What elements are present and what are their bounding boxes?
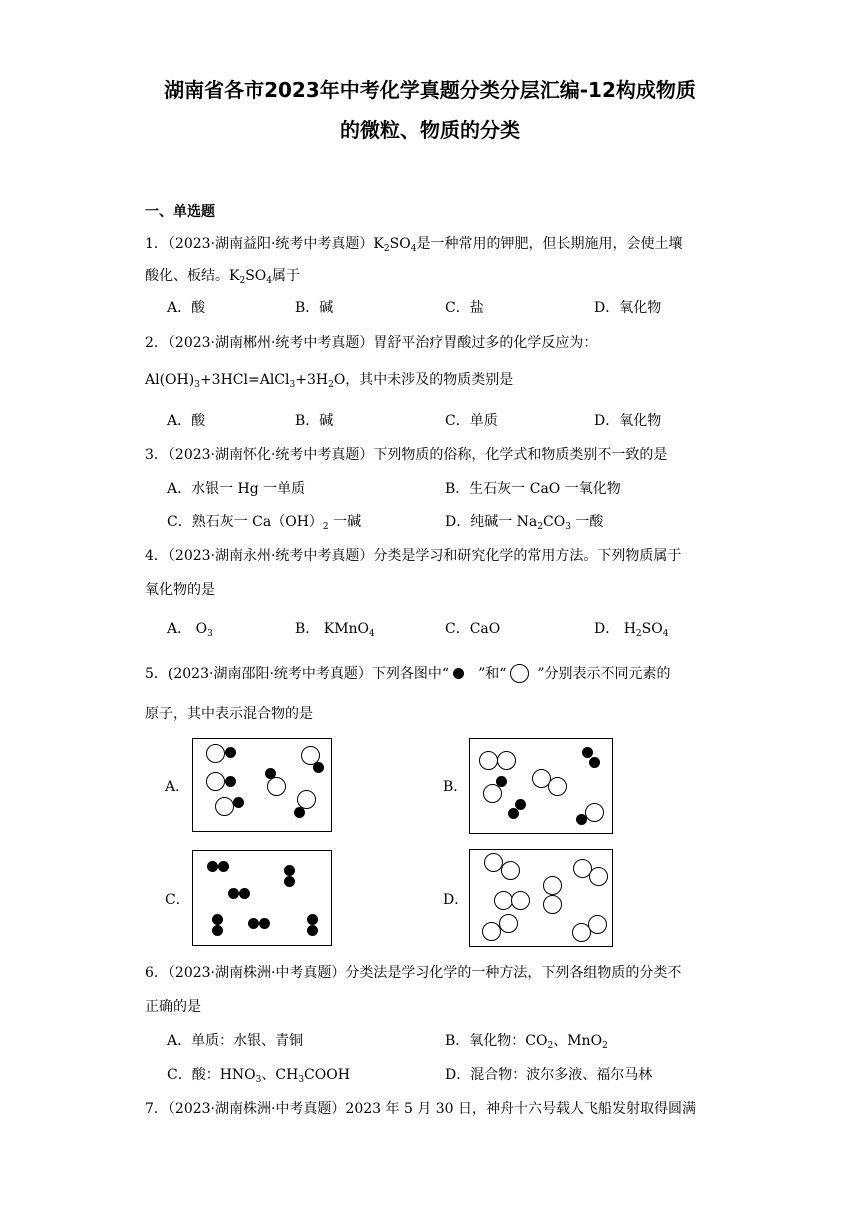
q3-option-a[interactable]: A．水银一 Hg 一单质	[167, 481, 306, 497]
q6-option-d[interactable]: D．混合物：波尔多液、福尔马林	[445, 1067, 653, 1083]
q5-option-d-label[interactable]: D．	[443, 892, 469, 908]
q2-option-a[interactable]: A．酸	[167, 413, 206, 429]
q6-option-c[interactable]: C．酸：$HNO_3$、$CH_3COOH$	[167, 1067, 350, 1085]
white-atom	[501, 861, 520, 880]
q4-option-d[interactable]: D． $H_2SO_4$	[594, 621, 669, 639]
title-line-2: 的微粒、物质的分类	[340, 118, 520, 142]
q1-option-a[interactable]: A．酸	[167, 300, 206, 316]
q2-option-c[interactable]: C．单质	[445, 413, 498, 429]
black-atom	[212, 925, 223, 936]
q5-option-c-diagram[interactable]	[192, 850, 332, 946]
black-atom	[233, 797, 244, 808]
q5-option-b-diagram[interactable]	[469, 738, 613, 834]
q2-stem-line1: 2．（2023·湖南郴州·统考中考真题）胃舒平治疗胃酸过多的化学反应为：	[145, 335, 598, 351]
black-atom	[225, 747, 236, 758]
q5-option-d-diagram[interactable]	[469, 849, 613, 947]
black-atom	[284, 865, 295, 876]
black-atom	[589, 757, 600, 768]
black-atom	[508, 808, 519, 819]
black-atom	[212, 914, 223, 925]
q1-stem-line1: 1．（2023·湖南益阳·统考中考真题）$K_2SO_4$是一种常用的钾肥，但长期施用，会使土壤	[145, 236, 683, 254]
q6-stem-line1: 6．（2023·湖南株洲·中考真题）分类法是学习化学的一种方法，下列各组物质的分类不	[145, 965, 682, 981]
black-atom	[576, 814, 587, 825]
q2-equation: $Al(OH)_3+3HCl=AlCl_3+3H_2O$，其中未涉及的物质类别是	[145, 372, 514, 390]
white-atom	[206, 772, 225, 791]
q1-stem-line2: 酸化、板结。$K_2SO_4$属于	[145, 268, 301, 286]
black-atom	[239, 888, 250, 899]
title-line-1: 湖南省各市2023年中考化学真题分类分层汇编-12构成物质	[164, 78, 696, 102]
black-atom	[228, 888, 239, 899]
q3-option-d[interactable]: D．纯碱一 $Na_2CO_3$ 一酸	[445, 514, 604, 532]
q3-option-b[interactable]: B．生石灰一 CaO 一氧化物	[445, 481, 621, 497]
q3-option-c[interactable]: C．熟石灰一 $Ca(OH)_2$ 一碱	[167, 514, 362, 532]
white-atom	[215, 797, 234, 816]
q5-option-c-label[interactable]: C．	[165, 892, 190, 908]
white-atom	[548, 777, 567, 796]
q1-option-b[interactable]: B．碱	[295, 300, 334, 316]
black-atom	[207, 861, 218, 872]
white-atom	[479, 751, 498, 770]
q5-option-a-label[interactable]: A．	[165, 779, 190, 795]
black-atom	[259, 918, 270, 929]
black-atom	[313, 762, 324, 773]
q6-option-b[interactable]: B．氧化物：$CO_2$、MnO$_2$	[445, 1033, 608, 1051]
q4-option-c[interactable]: C．CaO	[445, 621, 501, 637]
q2-option-d[interactable]: D．氧化物	[594, 413, 662, 429]
black-atom	[294, 807, 305, 818]
white-atom	[585, 803, 604, 822]
q7-stem-line1: 7．（2023·湖南株洲·中考真题）2023 年 5 月 30 日，神舟十六号载人飞船发射取得圆满	[145, 1101, 697, 1117]
q1-option-d[interactable]: D．氧化物	[594, 300, 662, 316]
q5-option-b-label[interactable]: B．	[443, 779, 468, 795]
white-atom	[206, 744, 225, 763]
black-atom-legend-icon	[453, 668, 464, 679]
black-atom	[307, 925, 318, 936]
white-atom	[511, 891, 530, 910]
q4-stem-line2: 氧化物的是	[145, 582, 215, 598]
white-atom	[267, 777, 286, 796]
white-atom	[499, 914, 518, 933]
q6-stem-line2: 正确的是	[145, 999, 201, 1015]
q4-stem-line1: 4．（2023·湖南永州·统考中考真题）分类是学习和研究化学的常用方法。下列物质属于	[145, 548, 682, 564]
white-atom	[589, 867, 608, 886]
q6-option-a[interactable]: A．单质：水银、青铜	[167, 1033, 304, 1049]
white-atom	[497, 751, 516, 770]
black-atom	[582, 747, 593, 758]
black-atom	[284, 876, 295, 887]
white-atom-legend-icon	[510, 664, 529, 683]
black-atom	[307, 914, 318, 925]
q3-stem: 3．（2023·湖南怀化·统考中考真题）下列物质的俗称，化学式和物质类别不一致的是	[145, 447, 668, 463]
white-atom	[543, 895, 562, 914]
white-atom	[543, 876, 562, 895]
black-atom	[218, 861, 229, 872]
section-heading: 一、单选题	[145, 204, 215, 220]
white-atom	[483, 784, 502, 803]
white-atom	[588, 915, 607, 934]
q2-option-b[interactable]: B．碱	[295, 413, 334, 429]
q5-stem-line1: 5．(2023·湖南邵阳·统考中考真题）下列各图中“ ”和“ ”分别表示不同元素的	[145, 666, 671, 682]
q1-option-c[interactable]: C．盐	[445, 300, 484, 316]
page-title	[100, 70, 760, 150]
black-atom	[225, 776, 236, 787]
q5-stem-line2: 原子，其中表示混合物的是	[145, 706, 313, 722]
q5-option-a-diagram[interactable]	[192, 738, 332, 832]
black-atom	[248, 918, 259, 929]
q4-option-a[interactable]: A． $O_3$	[167, 621, 213, 639]
q4-option-b[interactable]: B． KMnO$_4$	[295, 621, 375, 639]
